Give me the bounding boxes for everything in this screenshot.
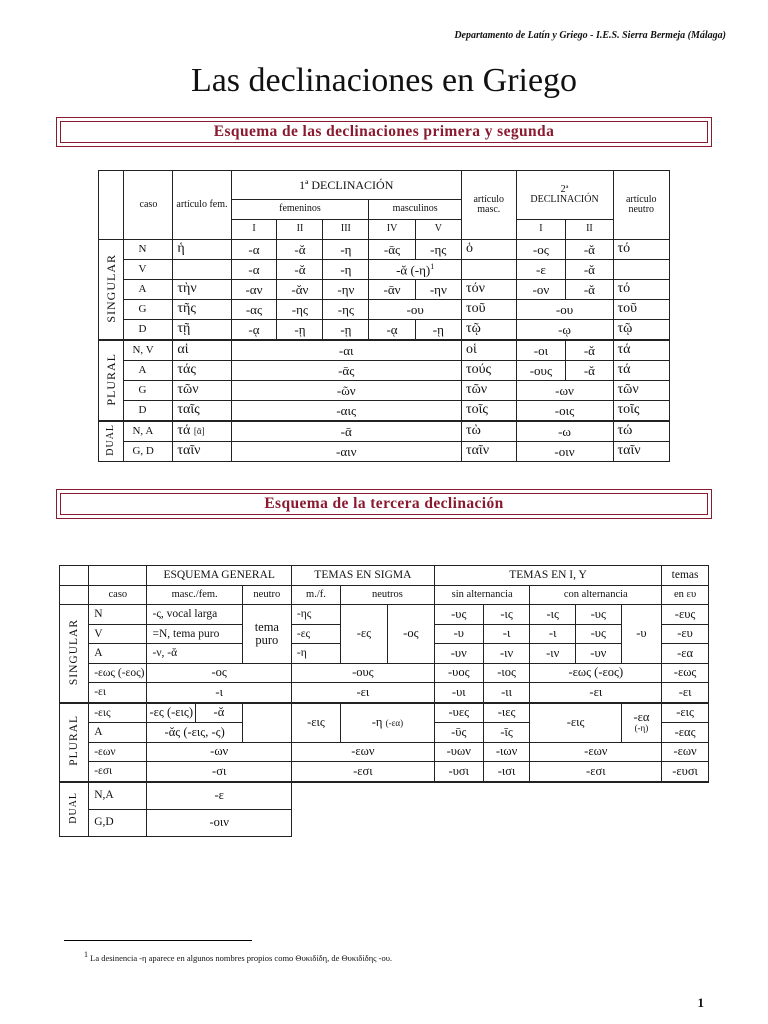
article-cell: τώ	[613, 421, 669, 442]
section-banner-1	[56, 117, 712, 147]
group-singular-label: SINGULAR	[103, 253, 118, 323]
ending-cell: -ν, -ᾰ	[147, 644, 242, 664]
ending-cell: -ᾱς	[369, 240, 415, 260]
ending-cell: -ες (-εις)	[147, 703, 196, 723]
ending-cell: -υς	[575, 605, 621, 625]
header-note: Departamento de Latín y Griego - I.E.S. Sierra Bermeja (Málaga)	[454, 30, 726, 41]
header-neutros: neutros	[341, 585, 435, 605]
group-plural-label: PLURAL	[68, 715, 81, 766]
article-cell: τῆς	[173, 300, 231, 320]
ending-cell: -εως (-εος)	[530, 663, 662, 683]
ending-cell: -ες	[341, 605, 388, 664]
ending-cell: -ε	[516, 260, 566, 280]
group-singular	[60, 605, 89, 703]
header-2a-label: DECLINACIÓN	[530, 194, 599, 205]
article-cell: τῇ	[173, 320, 231, 341]
table-row	[99, 320, 670, 341]
header-articulo-masc: artículo masc.	[461, 171, 516, 240]
ending-cell: -υν	[434, 644, 483, 664]
ending-cell: -υων	[434, 742, 483, 762]
ending-cell: -εις	[530, 703, 621, 743]
ending-cell: -οιν	[516, 442, 613, 462]
ending-cell: -εας	[662, 723, 709, 743]
ending-cell: -α	[231, 260, 277, 280]
page-number: 1	[697, 995, 704, 1010]
ending-cell: -ος	[516, 240, 566, 260]
ending-cell: -αιν	[231, 442, 461, 462]
ending-cell: -ᾳ	[369, 320, 415, 341]
article-cell: τά	[613, 340, 669, 361]
header-caso: caso	[89, 585, 147, 605]
table-row	[60, 762, 709, 782]
ending-cell: -ιν	[530, 644, 575, 664]
ending-cell: -ᾰ	[277, 260, 323, 280]
case-label: A	[89, 723, 147, 743]
ending-cell: -ιν	[483, 644, 530, 664]
ending-cell: -η	[323, 240, 369, 260]
ending-cell: -ῡς	[434, 723, 483, 743]
group-plural	[60, 703, 89, 782]
ending-note: (-η)	[634, 723, 649, 734]
case-label: G	[124, 300, 173, 320]
article-cell: οἱ	[461, 340, 516, 361]
table-row	[60, 663, 709, 683]
ending-cell: -αν	[231, 280, 277, 300]
header-mf: m./f.	[291, 585, 340, 605]
header-temas-sigma: TEMAS EN SIGMA	[291, 566, 434, 586]
ending-cell: -ης	[415, 240, 461, 260]
ending-cell: -ᾳ	[231, 320, 277, 341]
header-col-2-I: I	[516, 220, 566, 240]
ending-cell: -ις	[530, 605, 575, 625]
ending-cell: -εις	[291, 703, 340, 743]
table-row	[60, 742, 709, 762]
header-femeninos: femeninos	[231, 200, 369, 220]
article-cell	[173, 260, 231, 280]
ending-cell: -ᾰ	[566, 240, 613, 260]
ending-cell: -υσι	[434, 762, 483, 782]
group-plural-label: PLURAL	[103, 352, 118, 406]
footnote-number: 1	[84, 950, 88, 959]
ending-cell: =N, tema puro	[147, 624, 242, 644]
article-cell: ταῖς	[173, 401, 231, 422]
table-row	[60, 703, 709, 723]
header-caso: caso	[124, 171, 173, 240]
footnote-ref: 1	[430, 261, 435, 271]
article-cell: τῶν	[613, 381, 669, 401]
empty-area	[291, 782, 708, 837]
ending-cell: -ῃ	[323, 320, 369, 341]
ending-cell: -α	[231, 240, 277, 260]
ending-cell: -ᾰ	[566, 361, 613, 381]
ending-cell: -ου	[516, 300, 613, 320]
article-cell: τά	[613, 361, 669, 381]
ending-cell: -ης	[291, 605, 340, 625]
ending-text: -η	[371, 714, 383, 729]
ending-cell: -υ	[621, 605, 661, 664]
ending-cell: -ᾰ	[277, 240, 323, 260]
ending-cell: -υς	[434, 605, 483, 625]
case-label: N,A	[89, 782, 147, 810]
ending-cell: -ευσι	[662, 762, 709, 782]
ending-cell: -αι	[231, 340, 461, 361]
table-row	[60, 782, 709, 810]
tema-puro-cell: tema puro	[242, 605, 291, 664]
ending-cell: -ῃ	[415, 320, 461, 341]
ending-cell: -υς	[575, 624, 621, 644]
ending-cell: -ᾱς	[231, 361, 461, 381]
ending-cell: -ει	[291, 683, 434, 703]
ending-cell: -εις	[662, 703, 709, 723]
ending-cell: -σι	[147, 762, 291, 782]
group-dual	[60, 782, 89, 837]
header-sin-alternancia: sin alternancia	[434, 585, 530, 605]
table-row	[99, 340, 670, 361]
table-row	[99, 280, 670, 300]
case-label: -εις	[89, 703, 147, 723]
header-neutro: neutro	[242, 585, 291, 605]
ending-cell: -ευς	[662, 605, 709, 625]
case-label: A	[124, 361, 173, 381]
ending-cell: -ᾱν	[369, 280, 415, 300]
ending-cell: -ει	[662, 683, 709, 703]
ending-cell: -ης	[323, 300, 369, 320]
case-label: V	[124, 260, 173, 280]
header-col-V: V	[415, 220, 461, 240]
header-articulo-neutro: artículo neutro	[613, 171, 669, 240]
article-cell: τόν	[461, 280, 516, 300]
ending-cell: -οις	[516, 401, 613, 422]
ending-cell: -ῶν	[231, 381, 461, 401]
ending-cell	[621, 703, 661, 743]
ending-cell: -ην	[415, 280, 461, 300]
article-cell: τοῦ	[461, 300, 516, 320]
article-note: [ᾱ]	[193, 426, 205, 437]
header-col-I: I	[231, 220, 277, 240]
ending-cell: -ῳ	[516, 320, 613, 341]
header-en-eu: en ευ	[662, 585, 709, 605]
ending-cell: -εων	[291, 742, 434, 762]
group-singular	[99, 240, 124, 341]
ending-cell: -ᾰς (-εις, -ς)	[147, 723, 242, 743]
ending-cell: -ην	[323, 280, 369, 300]
article-cell: τῶν	[461, 381, 516, 401]
ending-cell: -ιες	[483, 703, 530, 723]
ending-cell: -ι	[530, 624, 575, 644]
ending-text: -εα	[633, 710, 650, 725]
article-cell: τῷ	[613, 320, 669, 341]
ending-cell: -ᾰ	[196, 703, 243, 723]
ending-cell: -ῃ	[277, 320, 323, 341]
ending-cell: -υες	[434, 703, 483, 723]
ending-cell: -ος	[387, 605, 434, 664]
declension-table-3	[59, 565, 709, 837]
ending-cell: -υι	[434, 683, 483, 703]
article-cell: ταῖν	[461, 442, 516, 462]
article-cell: τάς	[173, 361, 231, 381]
header-esquema-general: ESQUEMA GENERAL	[147, 566, 291, 586]
table-row	[99, 401, 670, 422]
ending-cell: -ῑς	[483, 723, 530, 743]
ending-cell: -ης	[277, 300, 323, 320]
ending-cell: -υος	[434, 663, 483, 683]
case-label: N, A	[124, 421, 173, 442]
ending-cell: -ει	[530, 683, 662, 703]
header-col-II: II	[277, 220, 323, 240]
ending-cell: -ισι	[483, 762, 530, 782]
ending-cell: -ους	[291, 663, 434, 683]
ending-cell: -ων	[147, 742, 291, 762]
group-dual	[99, 421, 124, 462]
group-plural	[99, 340, 124, 421]
article-cell: τῷ	[461, 320, 516, 341]
corner-cell	[60, 585, 89, 605]
header-temas-iy: TEMAS EN I, Y	[434, 566, 661, 586]
table-row	[99, 361, 670, 381]
article-cell: τοῦ	[613, 300, 669, 320]
table-row	[99, 421, 670, 442]
header-1a-declinacion: 1ª DECLINACIÓN	[231, 171, 461, 200]
ending-cell: -ι	[147, 683, 291, 703]
ending-cell: -ιος	[483, 663, 530, 683]
ending-cell: -ε	[147, 782, 291, 810]
header-2a-declinacion	[516, 171, 613, 220]
ending-cell: -ιι	[483, 683, 530, 703]
ending-cell: -ᾰ	[566, 260, 613, 280]
ending-cell: -η	[291, 644, 340, 664]
footnote-text: La desinencia -η aparece en algunos nombres propios como Θυκιδίδη, de Θυκιδίδης -ου.	[90, 952, 393, 963]
ending-cell: -εων	[530, 742, 662, 762]
section-banner-1-label: Esquema de las declinaciones primera y segunda	[60, 121, 708, 143]
table-row	[99, 381, 670, 401]
ending-cell: -ω	[516, 421, 613, 442]
article-cell: ταῖν	[613, 442, 669, 462]
case-label: D	[124, 401, 173, 422]
case-label: G, D	[124, 442, 173, 462]
ending-cell: -ος	[147, 663, 291, 683]
section-banner-2	[56, 489, 712, 519]
ending-cell: -ας	[231, 300, 277, 320]
case-label: A	[89, 644, 147, 664]
corner-cell	[60, 566, 89, 586]
ending-cell	[369, 260, 462, 280]
case-label: N, V	[124, 340, 173, 361]
ending-cell: -ᾰ	[566, 340, 613, 361]
header-col-III: III	[323, 220, 369, 240]
case-label: D	[124, 320, 173, 341]
corner-cell	[99, 171, 124, 240]
header-col-IV: IV	[369, 220, 415, 240]
ending-cell: -ις	[483, 605, 530, 625]
article-cell	[461, 260, 516, 280]
ending-cell: -εσι	[291, 762, 434, 782]
article-cell: τό	[613, 240, 669, 260]
case-label: G,D	[89, 809, 147, 836]
ending-cell: -ᾰ	[566, 280, 613, 300]
table-row	[60, 683, 709, 703]
article-cell: ταῖν	[173, 442, 231, 462]
ending-cell: -εσι	[530, 762, 662, 782]
ending-cell: -οιν	[147, 809, 291, 836]
case-label: G	[124, 381, 173, 401]
declension-table-1-2	[98, 170, 670, 462]
ending-cell: -ᾰν	[277, 280, 323, 300]
case-label: A	[124, 280, 173, 300]
ending-cell	[242, 703, 291, 743]
group-singular-label: SINGULAR	[68, 618, 81, 685]
ending-cell: -εων	[662, 742, 709, 762]
ending-text: -ᾰ (-η)	[396, 261, 431, 277]
article-cell: ἡ	[173, 240, 231, 260]
ending-cell: -ον	[516, 280, 566, 300]
group-dual-label: DUAL	[67, 791, 79, 824]
ending-cell: -εως	[662, 663, 709, 683]
ending-cell: -υν	[575, 644, 621, 664]
article-cell: τὴν	[173, 280, 231, 300]
header-col-2-II: II	[566, 220, 613, 240]
section-banner-2-label: Esquema de la tercera declinación	[60, 493, 708, 515]
page-title: Las declinaciones en Griego	[190, 62, 578, 99]
table-row	[99, 260, 670, 280]
ending-cell: -ᾱ	[231, 421, 461, 442]
case-label: -εως (-εος)	[89, 663, 147, 683]
ending-cell	[341, 703, 435, 743]
table-row	[99, 442, 670, 462]
ending-cell: -υ	[434, 624, 483, 644]
article-text: τά	[177, 423, 191, 439]
header-temas: temas	[662, 566, 709, 586]
article-cell: τοῖς	[461, 401, 516, 422]
header-masc-fem: masc./fem.	[147, 585, 242, 605]
table-row	[99, 300, 670, 320]
article-cell: αἱ	[173, 340, 231, 361]
ending-note: (-εα)	[385, 717, 404, 728]
corner-cell	[89, 566, 147, 586]
article-cell: τούς	[461, 361, 516, 381]
ending-cell: -ς, vocal larga	[147, 605, 242, 625]
case-label: N	[124, 240, 173, 260]
ending-cell: -ευ	[662, 624, 709, 644]
header-articulo-fem: artículo fem.	[173, 171, 231, 240]
ending-cell: -η	[323, 260, 369, 280]
footnote	[84, 950, 392, 963]
footnote-divider	[64, 940, 252, 941]
header-con-alternancia: con alternancia	[530, 585, 662, 605]
case-label: N	[89, 605, 147, 625]
article-cell	[173, 421, 231, 442]
case-label: V	[89, 624, 147, 644]
ending-cell: -οι	[516, 340, 566, 361]
article-cell: τό	[613, 280, 669, 300]
ending-cell: -ων	[516, 381, 613, 401]
article-cell: τῶν	[173, 381, 231, 401]
ending-cell: -αις	[231, 401, 461, 422]
table-row	[60, 605, 709, 625]
article-cell: ὁ	[461, 240, 516, 260]
article-cell: τὼ	[461, 421, 516, 442]
table-row	[99, 240, 670, 260]
case-label: -ει	[89, 683, 147, 703]
ending-cell: -ες	[291, 624, 340, 644]
header-masculinos: masculinos	[369, 200, 462, 220]
article-cell: τοῖς	[613, 401, 669, 422]
ending-cell: -ου	[369, 300, 462, 320]
ending-cell: -ιων	[483, 742, 530, 762]
ending-cell: -ι	[483, 624, 530, 644]
header-2a-number: 2ª	[560, 183, 569, 195]
group-dual-label: DUAL	[104, 424, 116, 457]
ending-cell: -εα	[662, 644, 709, 664]
case-label: -εων	[89, 742, 147, 762]
case-label: -εσι	[89, 762, 147, 782]
ending-cell: -ους	[516, 361, 566, 381]
article-cell	[613, 260, 669, 280]
